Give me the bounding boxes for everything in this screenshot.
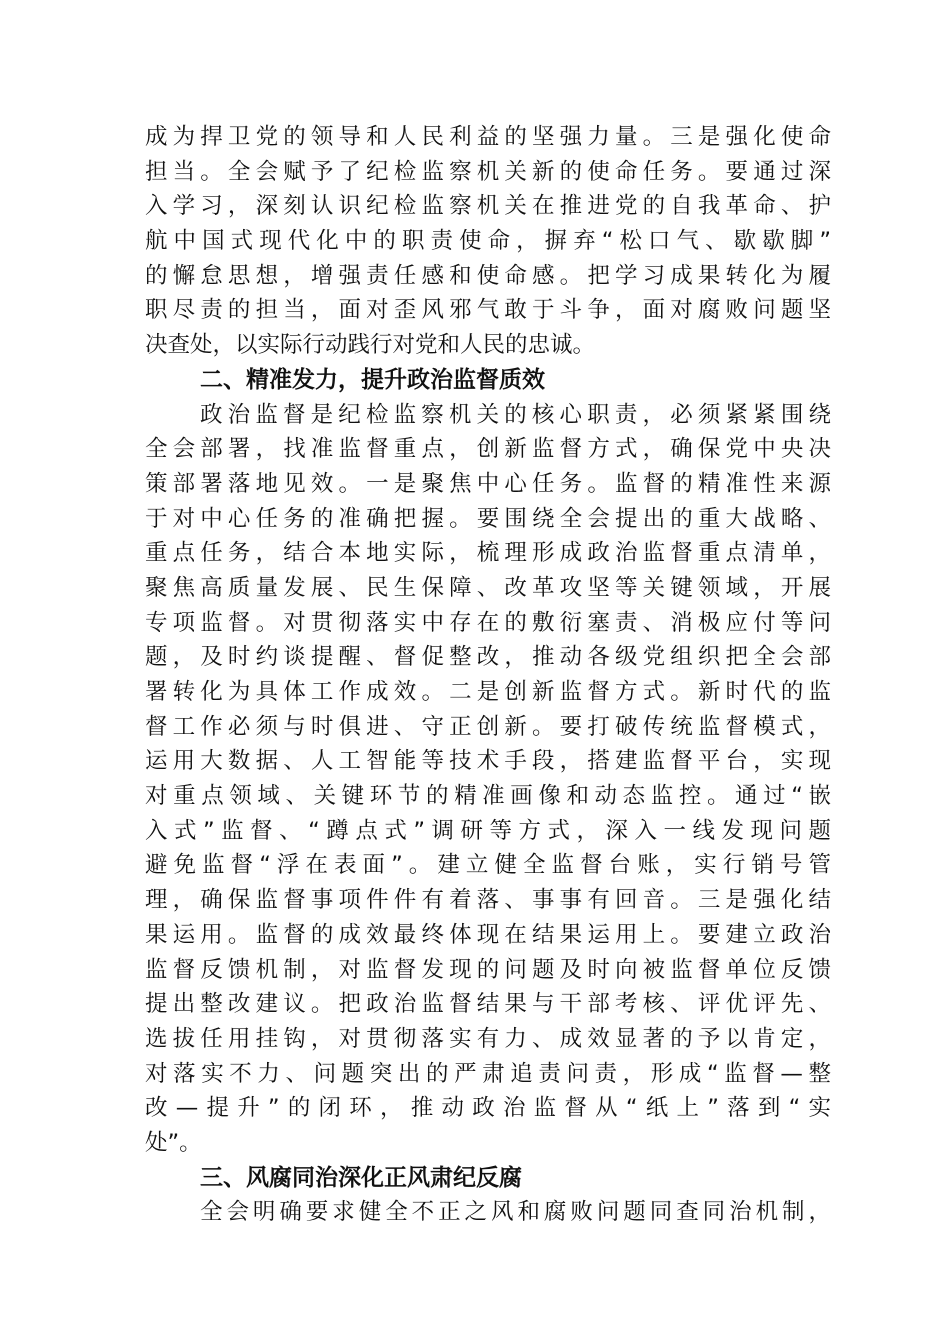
text-line: 运用大数据、人工智能等技术手段，搭建监督平台，实现 xyxy=(145,748,831,775)
text-line: 对重点领域、关键环节的精准画像和动态监控。通过“嵌 xyxy=(145,783,831,810)
text-line: 专项监督。对贯彻落实中存在的敷衍塞责、消极应付等问 xyxy=(145,609,831,636)
text-line: 署转化为具体工作成效。二是创新监督方式。新时代的监 xyxy=(145,679,831,705)
section-heading-3: 三、风腐同治深化正风肃纪反腐 xyxy=(200,1164,522,1191)
text-line: 监督反馈机制，对监督发现的问题及时向被监督单位反馈 xyxy=(145,956,831,983)
document-page xyxy=(145,120,831,1230)
text-line: 政治监督是纪检监察机关的核心职责，必须紧紧围绕 xyxy=(200,401,831,428)
text-line: 选拔任用挂钩，对贯彻落实有力、成效显著的予以肯定， xyxy=(145,1025,831,1052)
text-line: 重点任务，结合本地实际，梳理形成政治监督重点清单， xyxy=(145,540,831,567)
text-line: 避免监督“浮在表面”。建立健全监督台账，实行销号管 xyxy=(145,852,831,879)
text-line: 于对中心任务的准确把握。要围绕全会提出的重大战略、 xyxy=(145,505,831,532)
text-line: 对落实不力、问题突出的严肃追责问责，形成“监督—整 xyxy=(145,1060,831,1087)
text-line: 全会部署，找准监督重点，创新监督方式，确保党中央决 xyxy=(145,436,831,463)
text-line: 的懈怠思想，增强责任感和使命感。把学习成果转化为履 xyxy=(145,262,831,289)
text-line: 题，及时约谈提醒、督促整改，推动各级党组织把全会部 xyxy=(145,644,831,671)
text-line: 入式”监督、“蹲点式”调研等方式，深入一线发现问题 xyxy=(145,817,831,844)
text-line: 担当。全会赋予了纪检监察机关新的使命任务。要通过深 xyxy=(145,158,831,185)
text-line: 策部署落地见效。一是聚焦中心任务。监督的精准性来源 xyxy=(145,470,831,497)
text-line: 航中国式现代化中的职责使命，摒弃“松口气、歇歇脚” xyxy=(145,228,831,255)
text-line: 果运用。监督的成效最终体现在结果运用上。要建立政治 xyxy=(145,921,831,948)
text-line: 改—提升”的闭环，推动政治监督从“纸上”落到“实 xyxy=(145,1095,831,1122)
text-line: 聚焦高质量发展、民生保障、改革攻坚等关键领域，开展 xyxy=(145,574,831,601)
text-line: 决查处，以实际行动践行对党和人民的忠诚。 xyxy=(145,332,596,359)
section-heading-2: 二、精准发力，提升政治监督质效 xyxy=(200,366,545,393)
text-line: 督工作必须与时俱进、守正创新。要打破传统监督模式， xyxy=(145,713,831,740)
text-line: 成为捍卫党的领导和人民利益的坚强力量。三是强化使命 xyxy=(145,124,831,150)
text-line: 处”。 xyxy=(145,1129,202,1156)
text-line: 全会明确要求健全不正之风和腐败问题同查同治机制， xyxy=(200,1199,831,1226)
text-line: 入学习，深刻认识纪检监察机关在推进党的自我革命、护 xyxy=(145,193,831,220)
text-line: 理，确保监督事项件件有着落、事事有回音。三是强化结 xyxy=(145,887,831,914)
text-line: 提出整改建议。把政治监督结果与干部考核、评优评先、 xyxy=(145,991,831,1018)
text-line: 职尽责的担当，面对歪风邪气敢于斗争，面对腐败问题坚 xyxy=(145,297,831,324)
